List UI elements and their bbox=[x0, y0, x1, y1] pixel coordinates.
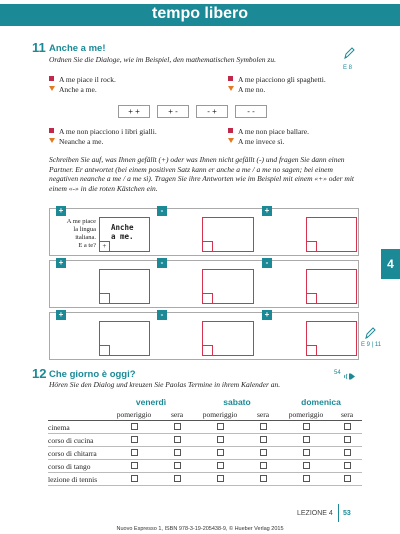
example-sentence bbox=[56, 218, 96, 250]
checkbox[interactable] bbox=[217, 436, 224, 443]
dialog-line: A me invece sì. bbox=[238, 137, 285, 146]
day-header: venerdì bbox=[135, 397, 167, 407]
checkbox[interactable] bbox=[131, 462, 138, 469]
mark-box[interactable] bbox=[306, 293, 317, 304]
cell-sign: + bbox=[56, 206, 66, 216]
dialog-line: A me non piace ballare. bbox=[238, 127, 310, 136]
cell-sign: + bbox=[262, 206, 272, 216]
dialog-line: Anche a me. bbox=[59, 85, 97, 94]
page-number: 53 bbox=[343, 510, 351, 517]
checkbox[interactable] bbox=[260, 449, 267, 456]
exercise-11-instruction-2: Schreiben Sie auf, was Ihnen gefällt (+) oder was Ihnen nicht gefällt (-) und fragen Sie dann einen Partner. Er antwortet (bei einem positiven Satz kann er anche a me / a me no sagen; bei einem negativen neanche a me / a me sì). Tragen Sie ihre Antworten wie im Beispiel mit einem «+» oder mit einem «-» in die roten Kästchen ein. bbox=[49, 155, 355, 193]
calendar-row bbox=[48, 473, 362, 486]
checkbox[interactable] bbox=[303, 462, 310, 469]
checkbox[interactable] bbox=[303, 423, 310, 430]
dialog-line: A me no. bbox=[238, 85, 266, 94]
checkbox[interactable] bbox=[344, 436, 351, 443]
speaker-b-marker bbox=[228, 86, 234, 91]
calendar-table bbox=[48, 396, 362, 486]
checkbox[interactable] bbox=[131, 449, 138, 456]
activity-label: corso di tango bbox=[48, 461, 91, 471]
dialog-1 bbox=[49, 75, 116, 95]
activity-label: cinema bbox=[48, 422, 70, 432]
day-header: sabato bbox=[223, 397, 251, 407]
exercise-12-instruction: Hören Sie den Dialog und kreuzen Sie Paolas Termine in ihrem Kalender an. bbox=[49, 380, 281, 389]
cell-sign: - bbox=[157, 206, 167, 216]
dialog-line: A me piace il rock. bbox=[59, 75, 116, 84]
checkbox[interactable] bbox=[174, 423, 181, 430]
dialog-line: A me non piacciono i libri gialli. bbox=[59, 127, 157, 136]
calendar-time-header bbox=[48, 408, 362, 421]
checkbox[interactable] bbox=[174, 436, 181, 443]
mark-box[interactable]: + bbox=[99, 241, 110, 252]
page-title: tempo libero bbox=[151, 5, 248, 22]
checkbox[interactable] bbox=[260, 462, 267, 469]
dialog-4 bbox=[228, 127, 309, 147]
activity-label: lezione di tennis bbox=[48, 474, 98, 484]
exercise-reference: E 9 | 11 bbox=[361, 342, 382, 348]
time-header: sera bbox=[170, 409, 184, 419]
time-header: pomeriggio bbox=[116, 409, 152, 419]
example-line: la lingua italiana. bbox=[73, 226, 96, 241]
cell-sign: - bbox=[157, 258, 167, 268]
calendar-row bbox=[48, 447, 362, 460]
exercise-12-number: 12 bbox=[32, 366, 47, 381]
exercise-11-title: Anche a me! bbox=[49, 43, 106, 54]
cell-sign: - bbox=[262, 258, 272, 268]
example-line: E a te? bbox=[78, 242, 96, 249]
time-header: sera bbox=[340, 409, 354, 419]
checkbox[interactable] bbox=[131, 475, 138, 482]
handwritten-line: Anche bbox=[111, 223, 134, 232]
speaker-a-marker bbox=[228, 76, 233, 81]
dialog-line: A me piacciono gli spaghetti. bbox=[238, 75, 326, 84]
time-header: pomeriggio bbox=[202, 409, 238, 419]
time-header: pomeriggio bbox=[288, 409, 324, 419]
checkbox[interactable] bbox=[131, 423, 138, 430]
checkbox[interactable] bbox=[174, 462, 181, 469]
checkbox[interactable] bbox=[344, 462, 351, 469]
checkbox[interactable] bbox=[217, 475, 224, 482]
footer-divider bbox=[338, 504, 339, 522]
checkbox[interactable] bbox=[260, 475, 267, 482]
speaker-a-marker bbox=[228, 128, 233, 133]
time-header: sera bbox=[256, 409, 270, 419]
speaker-a-marker bbox=[49, 128, 54, 133]
checkbox[interactable] bbox=[217, 449, 224, 456]
dialog-line: Neanche a me. bbox=[59, 137, 104, 146]
checkbox[interactable] bbox=[260, 436, 267, 443]
footer-lesson: LEZIONE 4 bbox=[297, 510, 333, 517]
footer-credit: Nuovo Espresso 1, ISBN 978-3-19-205438-9, © Hueber Verlag 2015 bbox=[116, 526, 284, 532]
speaker-a-marker bbox=[49, 76, 54, 81]
checkbox[interactable] bbox=[131, 436, 138, 443]
checkbox[interactable] bbox=[344, 449, 351, 456]
speaker-b-marker bbox=[49, 138, 55, 143]
mark-box[interactable] bbox=[202, 241, 213, 252]
pencil-icon bbox=[343, 46, 355, 65]
cell-sign: + bbox=[262, 310, 272, 320]
dialog-3 bbox=[49, 127, 157, 147]
example-handwritten-answer bbox=[111, 223, 134, 241]
cell-sign: - bbox=[157, 310, 167, 320]
handwritten-line: a me. bbox=[111, 232, 134, 241]
track-number: 54 bbox=[334, 370, 341, 376]
checkbox[interactable] bbox=[174, 475, 181, 482]
mark-box[interactable] bbox=[99, 293, 110, 304]
checkbox[interactable] bbox=[174, 449, 181, 456]
speaker-b-marker bbox=[228, 138, 234, 143]
symbol-box-plus-minus: + - bbox=[157, 105, 189, 118]
checkbox[interactable] bbox=[217, 462, 224, 469]
exercise-12-title: Che giorno è oggi? bbox=[49, 369, 136, 380]
mark-box[interactable] bbox=[99, 345, 110, 356]
chapter-tab: 4 bbox=[381, 249, 400, 279]
checkbox[interactable] bbox=[303, 436, 310, 443]
checkbox[interactable] bbox=[344, 475, 351, 482]
mark-box[interactable] bbox=[306, 241, 317, 252]
speaker-b-marker bbox=[49, 86, 55, 91]
symbol-box-minus-plus: - + bbox=[196, 105, 228, 118]
symbol-box-plus-plus: + + bbox=[118, 105, 150, 118]
cell-sign: + bbox=[56, 310, 66, 320]
checkbox[interactable] bbox=[303, 449, 310, 456]
checkbox[interactable] bbox=[303, 475, 310, 482]
audio-icon[interactable] bbox=[344, 368, 356, 386]
activity-label: corso di cucina bbox=[48, 435, 94, 445]
activity-label: corso di chitarra bbox=[48, 448, 97, 458]
exercise-reference: E 8 bbox=[343, 65, 353, 71]
cell-sign: + bbox=[56, 258, 66, 268]
calendar-row bbox=[48, 421, 362, 434]
example-line: A me piace bbox=[66, 218, 96, 225]
exercise-11-number: 11 bbox=[32, 40, 46, 55]
mark-box[interactable] bbox=[306, 345, 317, 356]
exercise-11-instruction: Ordnen Sie die Dialoge, wie im Beispiel, den mathematischen Symbolen zu. bbox=[49, 55, 276, 64]
dialog-2 bbox=[228, 75, 326, 95]
calendar-day-header bbox=[48, 396, 362, 408]
mark-box[interactable] bbox=[202, 293, 213, 304]
calendar-row bbox=[48, 434, 362, 447]
day-header: domenica bbox=[301, 397, 341, 407]
calendar-row bbox=[48, 460, 362, 473]
symbol-box-minus-minus: - - bbox=[235, 105, 267, 118]
mark-box[interactable] bbox=[202, 345, 213, 356]
checkbox[interactable] bbox=[344, 423, 351, 430]
checkbox[interactable] bbox=[217, 423, 224, 430]
checkbox[interactable] bbox=[260, 423, 267, 430]
